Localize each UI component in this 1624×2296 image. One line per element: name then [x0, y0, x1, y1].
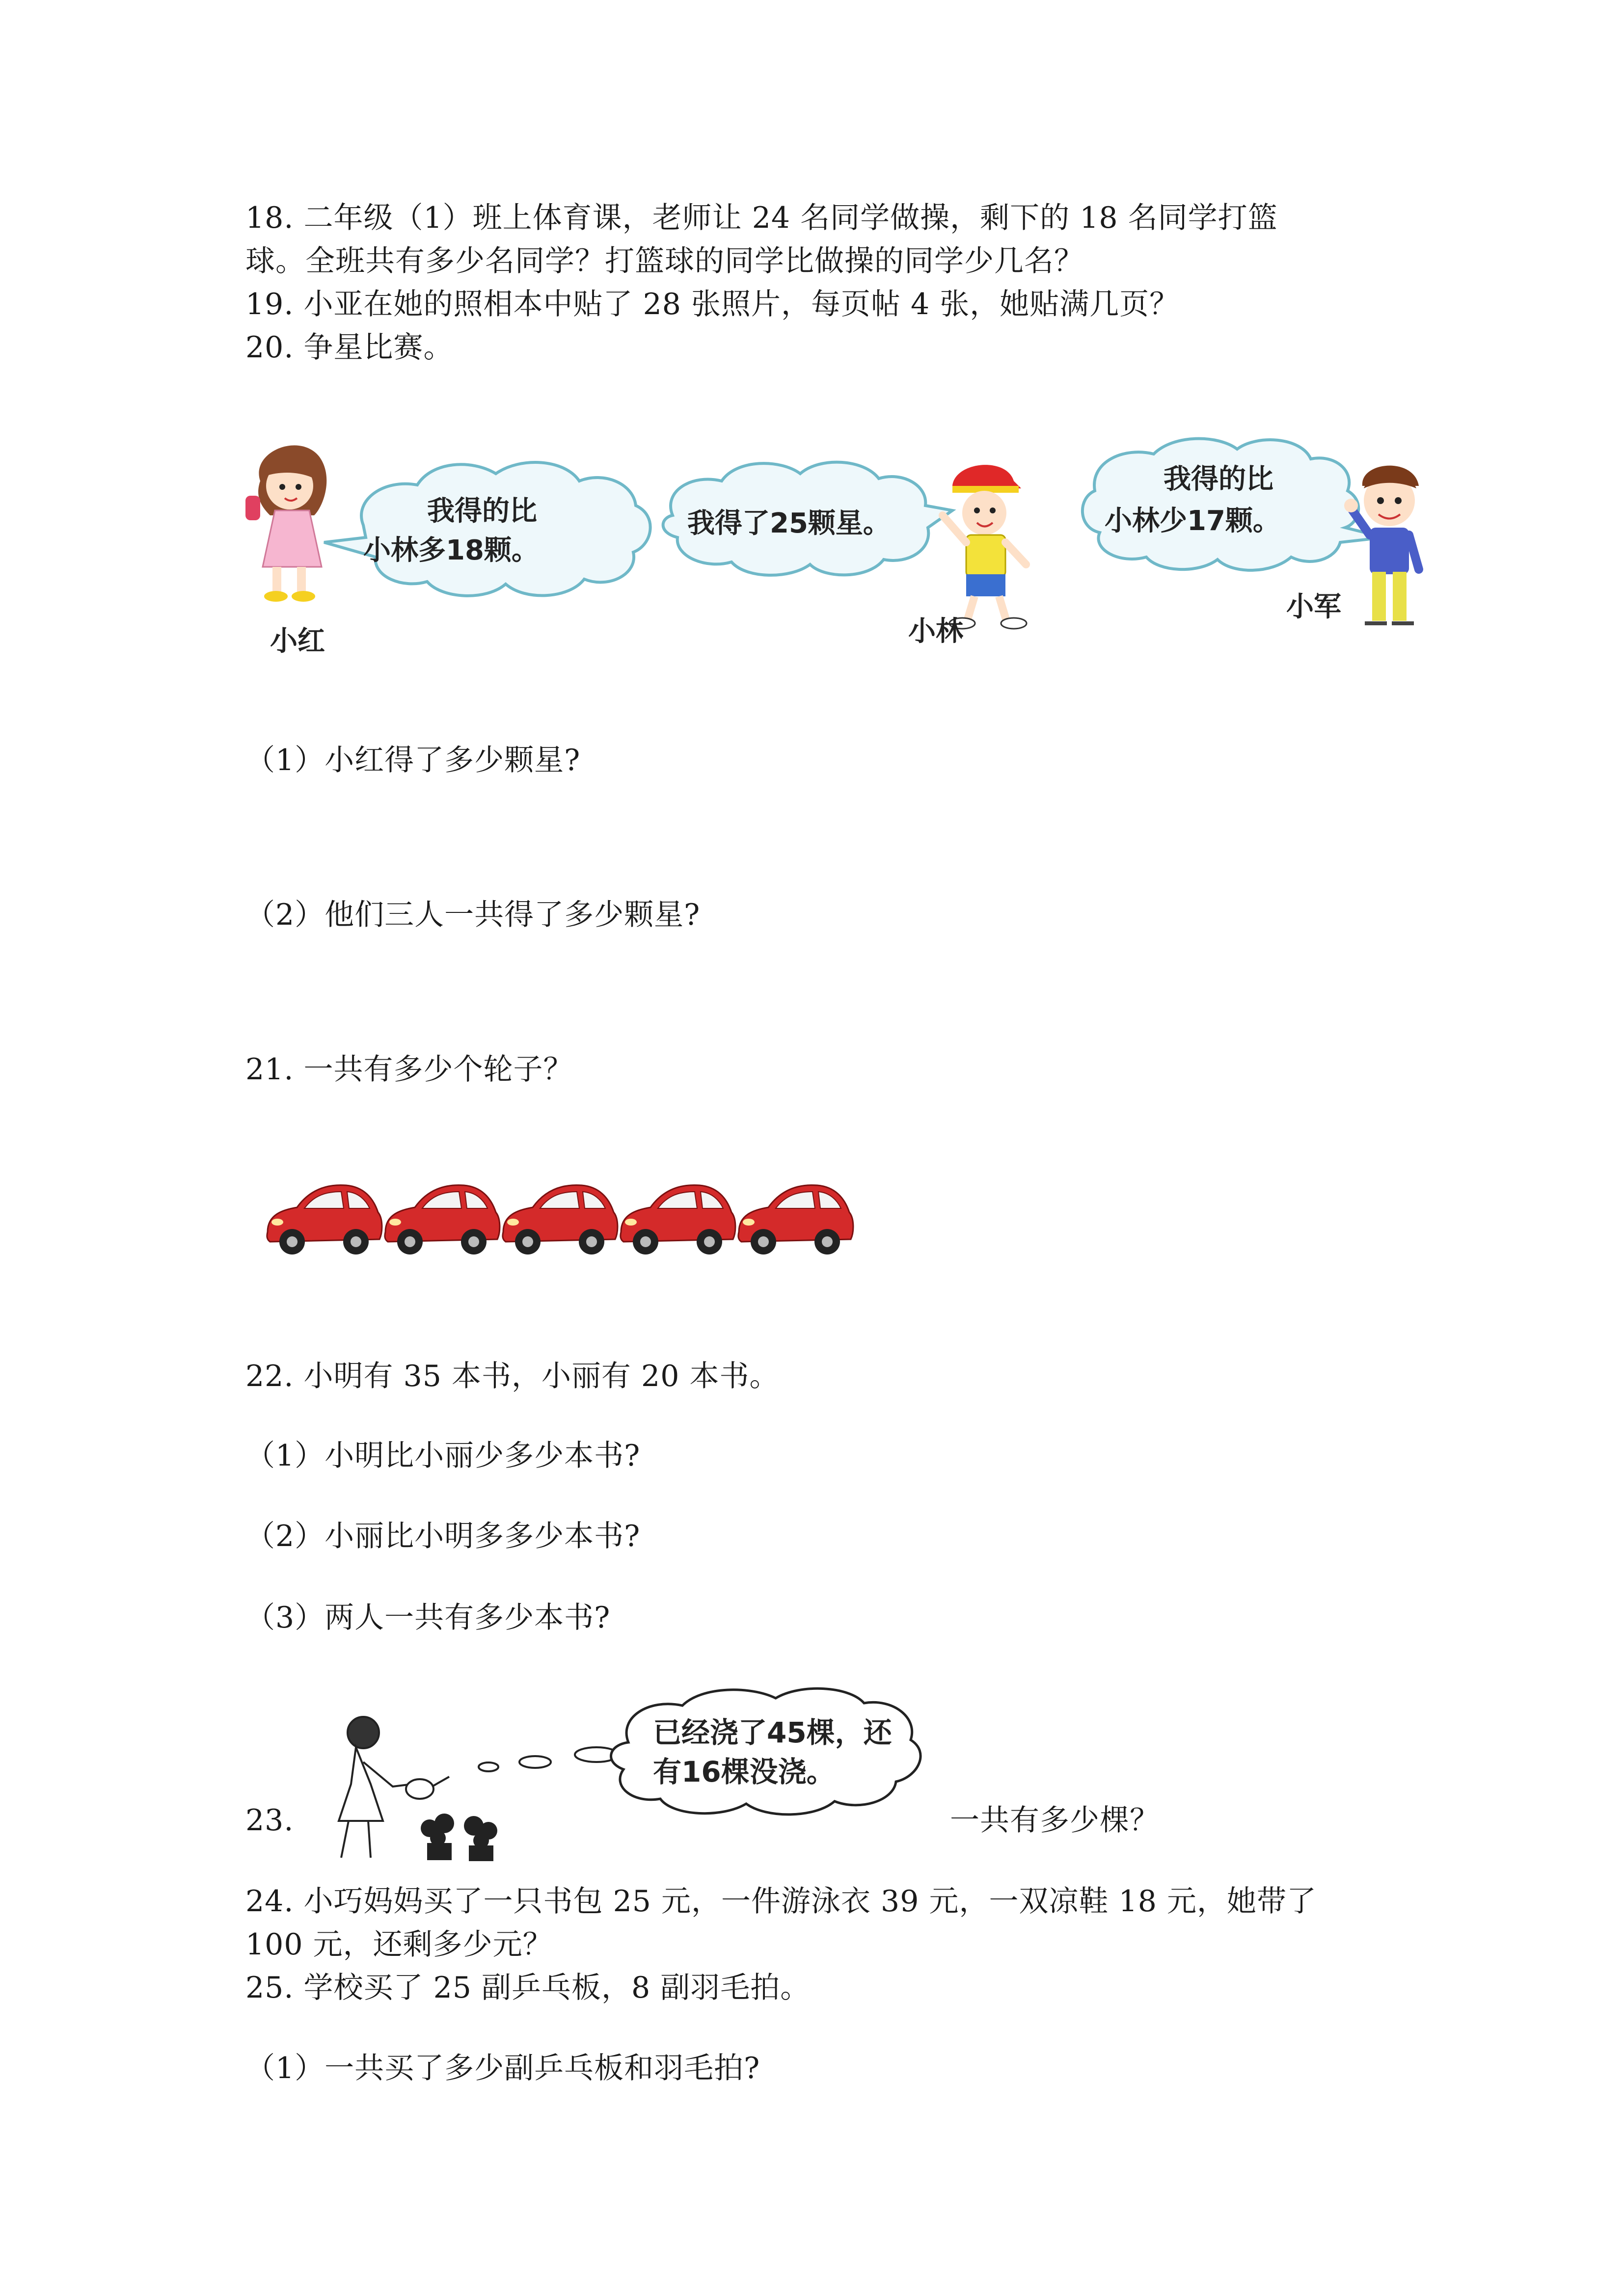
q22-sub2: （2）小丽比小明多多少本书?	[245, 1519, 641, 1553]
q23-question: 一共有多少棵？	[950, 1803, 1160, 1838]
xiaojun-bubble-line2: 小林少17颗。	[1105, 505, 1280, 537]
xiaojun-speech-bubble	[1083, 439, 1384, 570]
q19-text: 19. 小亚在她的照相本中贴了 28 张照片，每页帖 4 张，她贴满几页？	[245, 287, 1180, 321]
q18-line2: 球。全班共有多少名同学？打篮球的同学比做操的同学少几名？	[245, 244, 1084, 278]
car-icon	[385, 1185, 500, 1255]
car-icon	[503, 1185, 618, 1255]
xiaolin-speech-bubble	[663, 462, 952, 575]
q25-text: 25. 学校买了 25 副乒乓板，8 副羽毛拍。	[245, 1971, 811, 2005]
xiaojun-boy-figure	[1344, 466, 1419, 623]
watering-girl-illustration	[309, 1679, 952, 1865]
q23-number: 23.	[245, 1803, 294, 1838]
xiaojun-name-label: 小军	[1286, 591, 1341, 623]
q22-sub3: （3）两人一共有多少本书?	[245, 1601, 611, 1635]
xiaohong-name-label: 小红	[270, 625, 325, 657]
q20-text: 20. 争星比赛。	[245, 330, 454, 365]
q24-line1: 24. 小巧妈妈买了一只书包 25 元，一件游泳衣 39 元，一双凉鞋 18 元，她带了	[245, 1884, 1317, 1919]
car-icon	[621, 1185, 735, 1255]
xiaolin-boy-figure	[943, 465, 1027, 629]
xiaohong-bubble-line1: 我得的比	[427, 495, 537, 527]
q25-sub1: （1）一共买了多少副乒乓板和羽毛拍?	[245, 2051, 760, 2085]
xiaohong-speech-bubble	[324, 462, 650, 596]
q21-text: 21. 一共有多少个轮子？	[245, 1052, 573, 1087]
thought-bubbles-small	[479, 1747, 618, 1771]
q23-bubble-line2: 有16棵没浇。	[653, 1755, 835, 1789]
red-cars-row	[263, 1173, 862, 1261]
star-contest-illustration	[241, 432, 1443, 663]
q22-text: 22. 小明有 35 本书，小丽有 20 本书。	[245, 1359, 780, 1393]
xiaohong-girl-figure	[245, 445, 326, 602]
xiaojun-bubble-line1: 我得的比	[1164, 463, 1273, 495]
car-icon	[738, 1185, 853, 1255]
q20-sub2: （2）他们三人一共得了多少颗星?	[245, 898, 701, 932]
xiaolin-name-label: 小林	[908, 615, 963, 647]
xiaolin-bubble-text: 我得了25颗星。	[687, 507, 891, 539]
thought-cloud-bubble	[611, 1688, 921, 1815]
q22-sub1: （1）小明比小丽少多少本书?	[245, 1439, 641, 1473]
car-icon	[267, 1185, 382, 1255]
xiaohong-bubble-line2: 小林多18颗。	[363, 534, 539, 566]
q20-sub1: （1）小红得了多少颗星?	[245, 743, 581, 777]
q23-bubble-line1: 已经浇了45棵，还	[653, 1716, 892, 1749]
q24-line2: 100 元，还剩多少元？	[245, 1927, 553, 1962]
flower-plants	[421, 1814, 497, 1861]
q18-line1: 18. 二年级（1）班上体育课，老师让 24 名同学做操，剩下的 18 名同学打篮	[245, 201, 1278, 235]
